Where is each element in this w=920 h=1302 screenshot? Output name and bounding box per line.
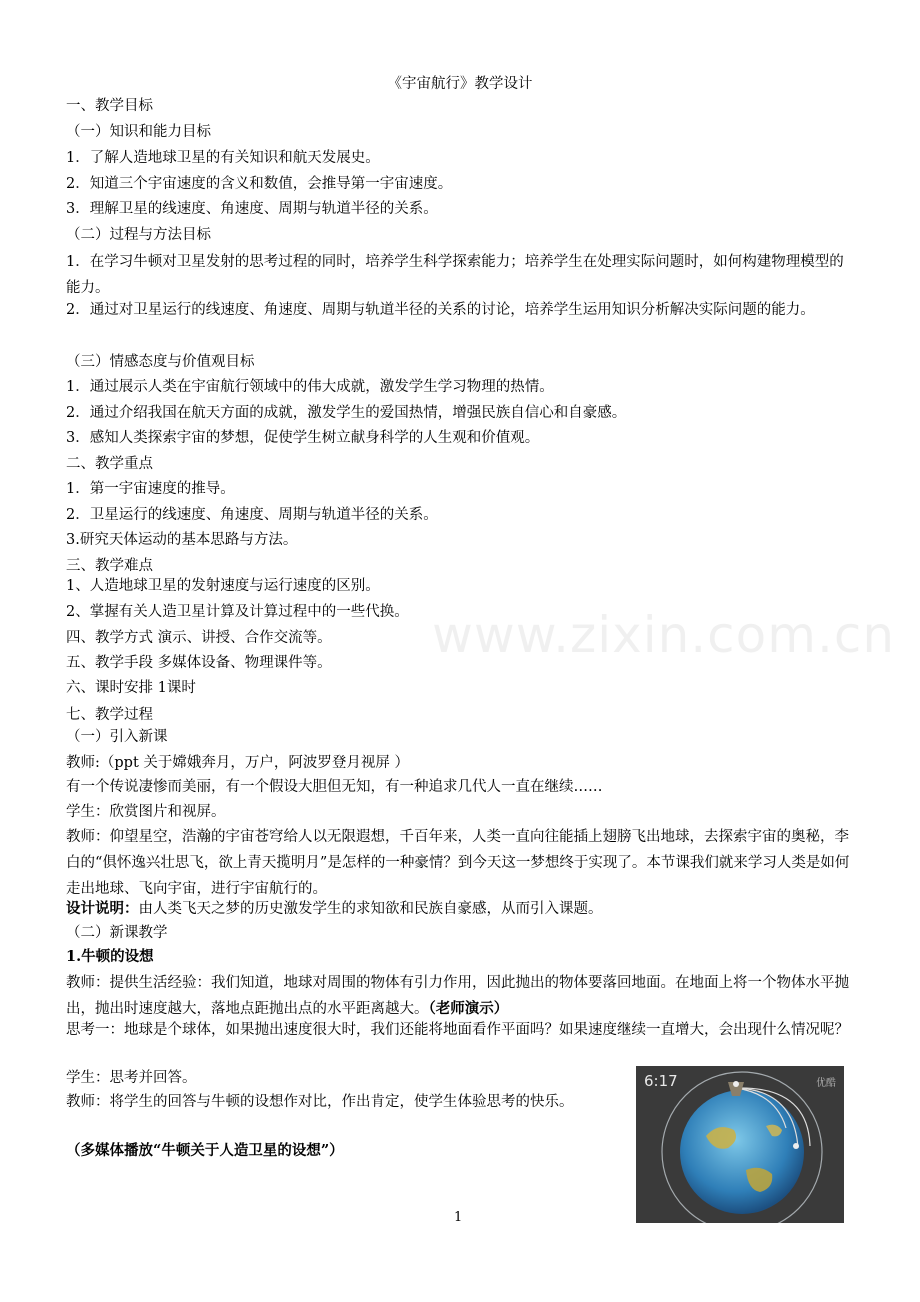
paragraph-line: （三）情感态度与价值观目标 bbox=[66, 354, 255, 370]
paragraph-line: 3.研究天体运动的基本思路与方法。 bbox=[66, 532, 298, 548]
page-title: 《宇宙航行》教学设计 bbox=[387, 76, 533, 92]
paragraph-line: 五、教学手段 多媒体设备、物理课件等。 bbox=[66, 655, 332, 671]
paragraph-line: 有一个传说凄惨而美丽，有一个假设大胆但无知，有一种追求几代人一直在继续…… bbox=[66, 779, 603, 795]
video-timestamp: 6:17 bbox=[644, 1072, 678, 1090]
text-run: （老师演示） bbox=[428, 1000, 509, 1017]
paragraph-line bbox=[66, 899, 603, 919]
paragraph-line: 一、教学目标 bbox=[66, 98, 153, 114]
text-run: 设计说明： bbox=[66, 900, 139, 917]
paragraph-line: 学生：思考并回答。 bbox=[66, 1070, 197, 1086]
page-number: 1 bbox=[454, 1210, 463, 1225]
paragraph-line: 1、人造地球卫星的发射速度与运行速度的区别。 bbox=[66, 578, 380, 594]
paragraph-line: （二）过程与方法目标 bbox=[66, 227, 211, 243]
paragraph-line: 二、教学重点 bbox=[66, 456, 153, 472]
video-thumbnail[interactable] bbox=[636, 1066, 844, 1223]
paragraph-line: 教师：将学生的回答与牛顿的设想作对比，作出肯定，使学生体验思考的快乐。 bbox=[66, 1094, 574, 1110]
paragraph-line: （一）引入新课 bbox=[66, 729, 168, 745]
paragraph-line: 1．第一宇宙速度的推导。 bbox=[66, 481, 235, 497]
paragraph-line bbox=[66, 970, 856, 1022]
text-run: 由人类飞天之梦的历史激发学生的求知欲和民族自豪感，从而引入课题。 bbox=[138, 901, 603, 917]
paragraph-line: 2．通过对卫星运行的线速度、角速度、周期与轨道半径的关系的讨论，培养学生运用知识分析解决实际问题的能力。 bbox=[66, 302, 815, 318]
paragraph-line: 教师:（ppt 关于嫦娥奔月，万户，阿波罗登月视屏 ） bbox=[66, 755, 409, 771]
paragraph-line: 3．感知人类探索宇宙的梦想，促使学生树立献身科学的人生观和价值观。 bbox=[66, 430, 540, 446]
paragraph-line: （多媒体播放“牛顿关于人造卫星的设想”） bbox=[66, 1142, 344, 1159]
paragraph-line: 1．了解人造地球卫星的有关知识和航天发展史。 bbox=[66, 150, 380, 166]
paragraph-line: 三、教学难点 bbox=[66, 558, 153, 574]
paragraph-line: 七、教学过程 bbox=[66, 707, 153, 723]
paragraph-line: （一）知识和能力目标 bbox=[66, 124, 211, 140]
video-logo: 优酷 bbox=[816, 1078, 836, 1089]
text-run: 教师：提供生活经验：我们知道，地球对周围的物体有引力作用，因此抛出的物体要落回地面。在地面上将一个物体水平抛出，抛出时速度越大，落地点距抛出点的水平距离越大。 bbox=[66, 975, 849, 1017]
paragraph-line: 思考一：地球是个球体，如果抛出速度很大时，我们还能将地面看作平面吗？如果速度继续一直增大，会出现什么情况呢？ bbox=[66, 1022, 849, 1038]
paragraph-line: 3．理解卫星的线速度、角速度、周期与轨道半径的关系。 bbox=[66, 201, 438, 217]
paragraph-line: 2、掌握有关人造卫星计算及计算过程中的一些代换。 bbox=[66, 604, 409, 620]
paragraph-line: 2．卫星运行的线速度、角速度、周期与轨道半径的关系。 bbox=[66, 507, 438, 523]
paragraph-line: 四、教学方式 演示、讲授、合作交流等。 bbox=[66, 630, 332, 646]
paragraph-line: 1．在学习牛顿对卫星发射的思考过程的同时，培养学生科学探索能力；培养学生在处理实际问题时，如何构建物理模型的能力。 bbox=[66, 254, 844, 296]
paragraph-line: （二）新课教学 bbox=[66, 925, 168, 941]
watermark: www.zixin.com.cn bbox=[432, 606, 896, 664]
paragraph-line: 1．通过展示人类在宇宙航行领域中的伟大成就，激发学生学习物理的热情。 bbox=[66, 379, 554, 395]
paragraph-line: 六、课时安排 1课时 bbox=[66, 680, 196, 696]
paragraph-line: 教师：仰望星空，浩瀚的宇宙苍穹给人以无限遐想，千百年来，人类一直向往能插上翅膀飞出地球，去探索宇宙的奥秘，李白的“俱怀逸兴壮思飞，欲上青天揽明月”是怎样的一种豪情？到今天这一梦想终于实现了。本节课我们就来学习人类是如何走出地球、飞向宇宙，进行宇宙航行的。 bbox=[66, 829, 850, 897]
paragraph-line: 2．知道三个宇宙速度的含义和数值，会推导第一宇宙速度。 bbox=[66, 176, 453, 192]
paragraph-line: 学生：欣赏图片和视屏。 bbox=[66, 804, 226, 820]
paragraph-line: 2．通过介绍我国在航天方面的成就，激发学生的爱国热情，增强民族自信心和自豪感。 bbox=[66, 405, 627, 421]
paragraph-line: 1.牛顿的设想 bbox=[66, 948, 154, 965]
